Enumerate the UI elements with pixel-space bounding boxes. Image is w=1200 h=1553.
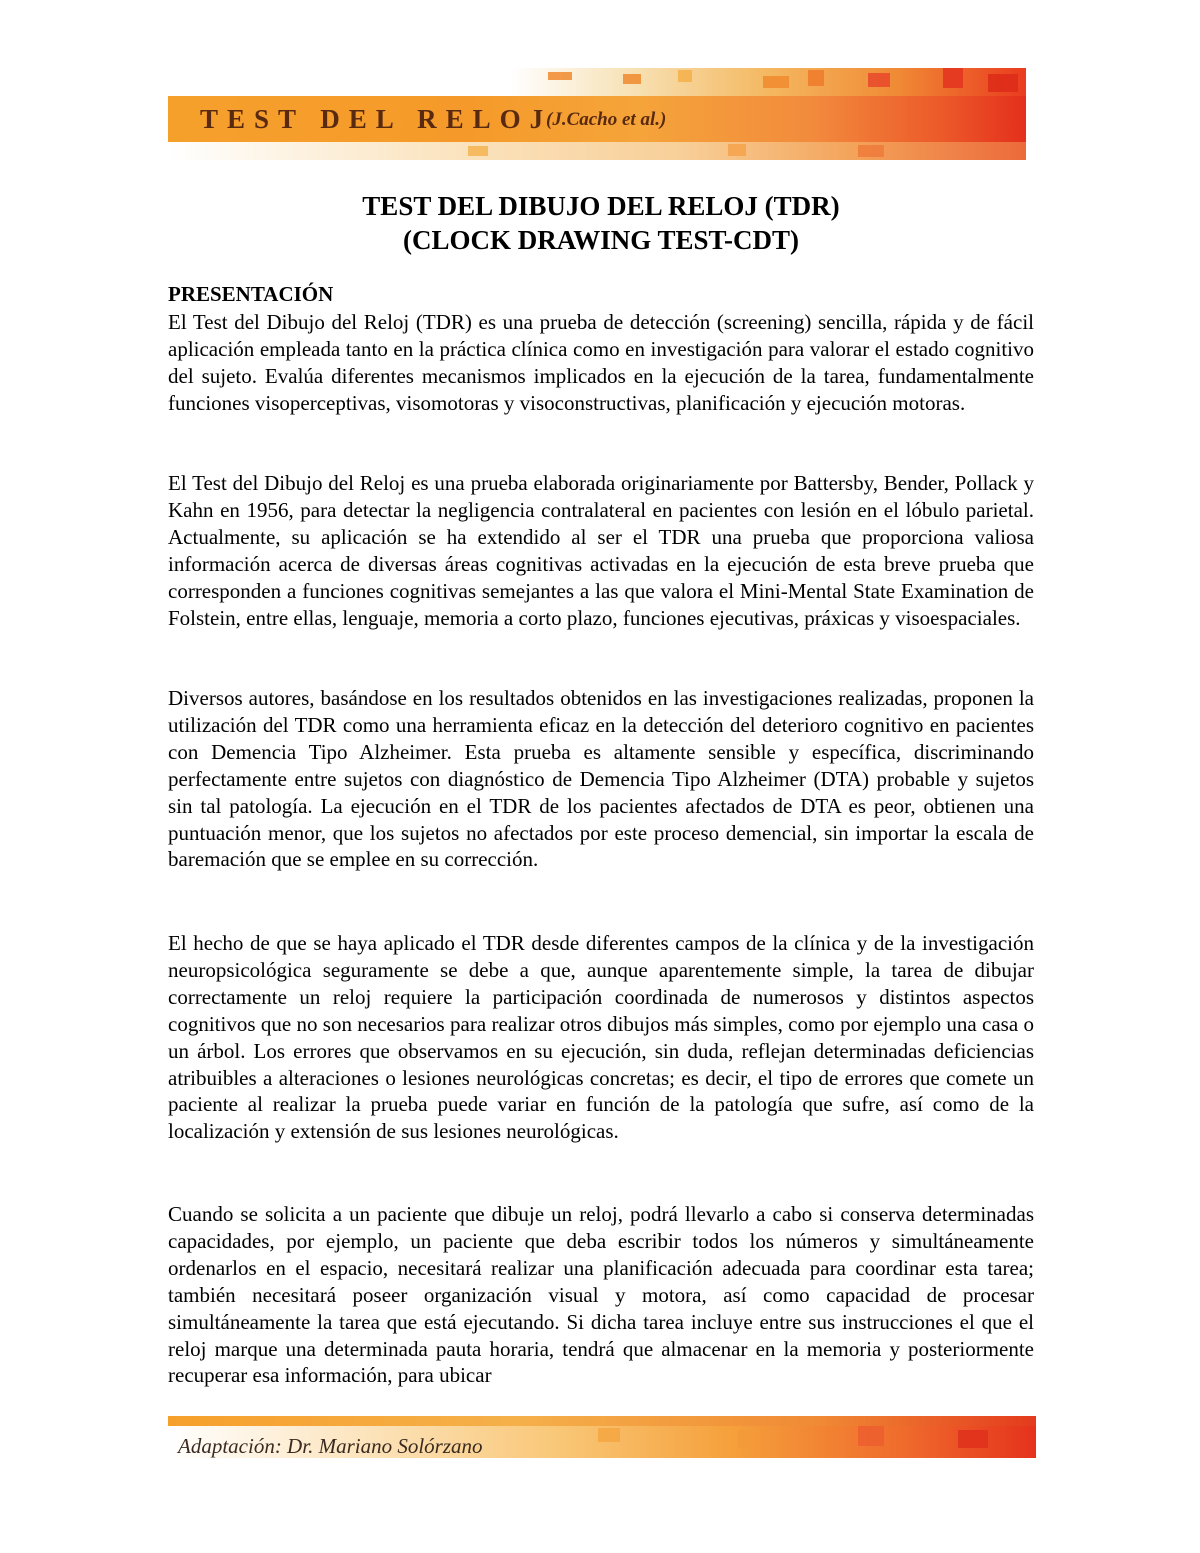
header-deco-block	[468, 146, 488, 156]
footer-top-stripe	[168, 1416, 1036, 1426]
header-deco-block	[988, 74, 1018, 92]
header-top-stripe	[168, 68, 1026, 96]
header-deco-block	[728, 144, 746, 156]
section-heading: PRESENTACIÓN	[168, 282, 334, 306]
header-deco-block	[678, 70, 692, 82]
header-deco-block	[808, 70, 824, 86]
paragraph: Cuando se solicita a un paciente que dibuje un reloj, podrá llevarlo a cabo si conserva determinadas capacidades, por ejemplo, un paciente que deba escribir todos los números y simultáneamente ordenarlos en el espacio, necesitará realizar una planificación adecuada para coordinar esta tarea; también necesitará poseer organización visual y motora, así como capacidad de procesar simultáneamente la tarea que está ejecutando. Si dicha tarea incluye entre sus instrucciones el que el reloj marque una determinada pauta horaria, tendrá que almacenar en la memoria y posteriormente recuperar esa información, para ubicar	[168, 1202, 1034, 1388]
paragraph: El hecho de que se haya aplicado el TDR desde diferentes campos de la clínica y de la investigación neuropsicológica seguramente se debe a que, aunque aparentemente simple, la tarea de dibujar correctamente un reloj requiere la participación coordinada de numerosos y distintos aspectos cognitivos que no son necesarios para realizar otros dibujos más simples, como por ejemplo una casa o un árbol. Los errores que observamos en su ejecución, sin duda, reflejan determinadas deficiencias atribuibles a alteraciones o lesiones neurológicas concretas; es decir, el tipo de errores que comete un paciente al realizar la prueba puede variar en función de la patología que sufre, así como de la localización y extensión de sus lesiones neurológicas.	[168, 931, 1034, 1144]
paragraph: El Test del Dibujo del Reloj (TDR) es una prueba de detección (screening) sencilla, rápida y de fácil aplicación empleada tanto en la práctica clínica como en investigación para valorar el estado cognitivo del sujeto. Evalúa diferentes mecanismos implicados en la ejecución de la tarea, fundamentalmente funciones visoperceptivas, visomotoras y visoconstructivas, planificación y ejecución motoras.	[168, 310, 1034, 415]
header-deco-block	[943, 68, 963, 88]
footer-deco-block	[738, 1430, 756, 1448]
document-title: TEST DEL DIBUJO DEL RELOJ (TDR)	[362, 191, 840, 221]
footer-author: Adaptación: Dr. Mariano Solórzano	[178, 1434, 483, 1458]
paragraph: El Test del Dibujo del Reloj es una prueba elaborada originariamente por Battersby, Bender, Pollack y Kahn en 1956, para detectar la negligencia contralateral en pacientes con lesión en el lóbulo parietal. Actualmente, su aplicación se ha extendido al ser el TDR una prueba que proporciona valiosa información acerca de diversas áreas cognitivas activadas en la ejecución de esta breve prueba que corresponden a funciones cognitivas semejantes a las que valora el Mini-Mental State Examination de Folstein, entre ellas, lenguaje, memoria a corto plazo, funciones ejecutivas, práxicas y visoespaciales.	[168, 471, 1034, 630]
header-subtitle: (J.Cacho et al.)	[546, 109, 667, 130]
header-deco-block	[548, 72, 572, 80]
document-subtitle: (CLOCK DRAWING TEST-CDT)	[402, 225, 800, 255]
header-deco-block	[763, 76, 789, 88]
header-deco-block	[868, 73, 890, 87]
footer-deco-block	[598, 1428, 620, 1442]
footer-deco-block	[858, 1426, 884, 1446]
header-deco-block	[623, 74, 641, 84]
header-bottom-stripe	[168, 142, 1026, 160]
header-banner	[168, 68, 1026, 160]
header-deco-block	[858, 145, 884, 157]
footer-deco-block	[958, 1430, 988, 1448]
header-title: TEST DEL RELOJ	[200, 104, 553, 134]
paragraph: Diversos autores, basándose en los resultados obtenidos en las investigaciones realizadas, proponen la utilización del TDR como una herramienta eficaz en la detección del deterioro cognitivo en pacientes con Demencia Tipo Alzheimer. Esta prueba es altamente sensible y específica, discriminando perfectamente entre sujetos con diagnóstico de Demencia Tipo Alzheimer (DTA) probable y sujetos sin tal patología. La ejecución en el TDR de los pacientes afectados de DTA es peor, obtienen una puntuación menor, que los sujetos no afectados por este proceso demencial, sin importar la escala de baremación que se emplee en su corrección.	[168, 686, 1034, 872]
